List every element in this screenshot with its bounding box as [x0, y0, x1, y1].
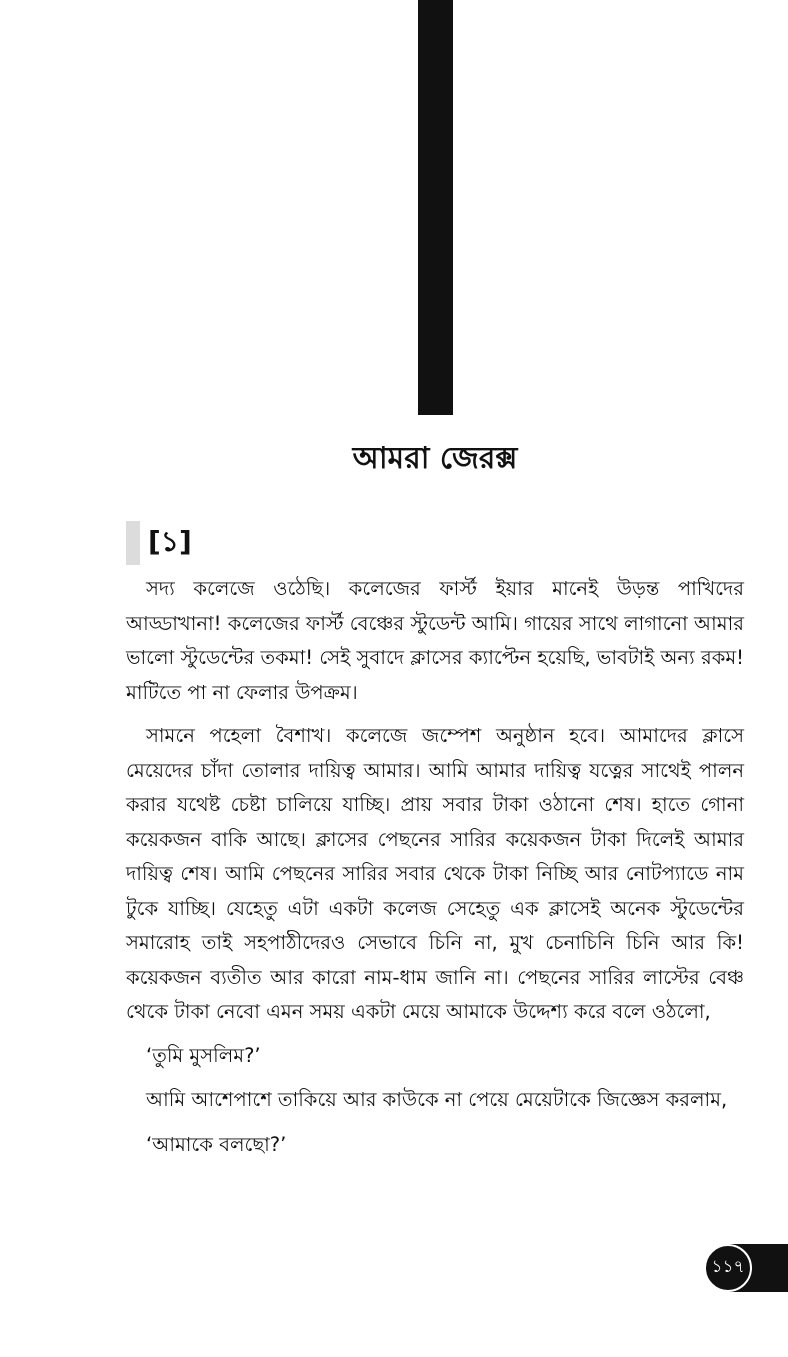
- section-number: [১]: [148, 524, 192, 558]
- section-marker-bar: [126, 521, 140, 565]
- paragraph-2: সামনে পহেলা বৈশাখ। কলেজে জম্পেশ অনুষ্ঠান হবে। আমাদের ক্লাসে মেয়েদের চাঁদা তোলার দায়িত্ব আমার। আমি আমার দায়িত্ব যত্নের সাথেই পালন করার যথেষ্ট চেষ্টা চালিয়ে যাচ্ছি। প্রায় সবার টাকা ওঠানো শেষ। হাতে গোনা কয়েকজন বাকি আছে। ক্লাসের পেছনের সারির কয়েকজন টাকা দিলেই আমার দায়িত্ব শেষ। আমি পেছনের সারির সবার থেকে টাকা নিচ্ছি আর নোটপ্যাডে নাম টুকে যাচ্ছি। যেহেতু এটা একটা কলেজ সেহেতু এক ক্লাসেই অনেক স্টুডেন্টের সমারোহ তাই সহপাঠীদেরও সেভাবে চিনি না, মুখ চেনাচিনি চিনি আর কি! কয়েকজন ব্যতীত আর কারো নাম-ধাম জানি না। পেছনের সারির লাস্টের বেঞ্চ থেকে টাকা নেবো এমন সময় একটা মেয়ে আমাকে উদ্দেশ্য করে বলে ওঠলো,: [126, 724, 744, 1023]
- dialog-line-1: ‘তুমি মুসলিম?’: [146, 1043, 261, 1067]
- decorative-top-bar: [418, 0, 453, 415]
- chapter-title: আমরা জেরক্স: [352, 441, 518, 476]
- dialog-line-2: আমি আশেপাশে তাকিয়ে আর কাউকে না পেয়ে মেয়েটাকে জিজ্ঞেস করলাম,: [146, 1088, 728, 1111]
- section-marker: [126, 521, 192, 565]
- chapter-body: [126, 572, 744, 1172]
- page-number: ১১৭: [704, 1244, 752, 1292]
- paragraph-1: সদ্য কলেজে ওঠেছি। কলেজের ফার্স্ট ইয়ার মানেই উড়ন্ত পাখিদের আড্ডাখানা! কলেজের ফার্স্ট বেঞ্চের স্টুডেন্ট আমি। গায়ের সাথে লাগানো আমার ভালো স্টুডেন্টের তকমা! সেই সুবাদে ক্লাসের ক্যাপ্টেন হয়েছি, ভাবটাই অন্য রকম! মাটিতে পা না ফেলার উপক্রম।: [126, 577, 744, 704]
- dialog-line-3: ‘আমাকে বলছো?’: [146, 1132, 287, 1156]
